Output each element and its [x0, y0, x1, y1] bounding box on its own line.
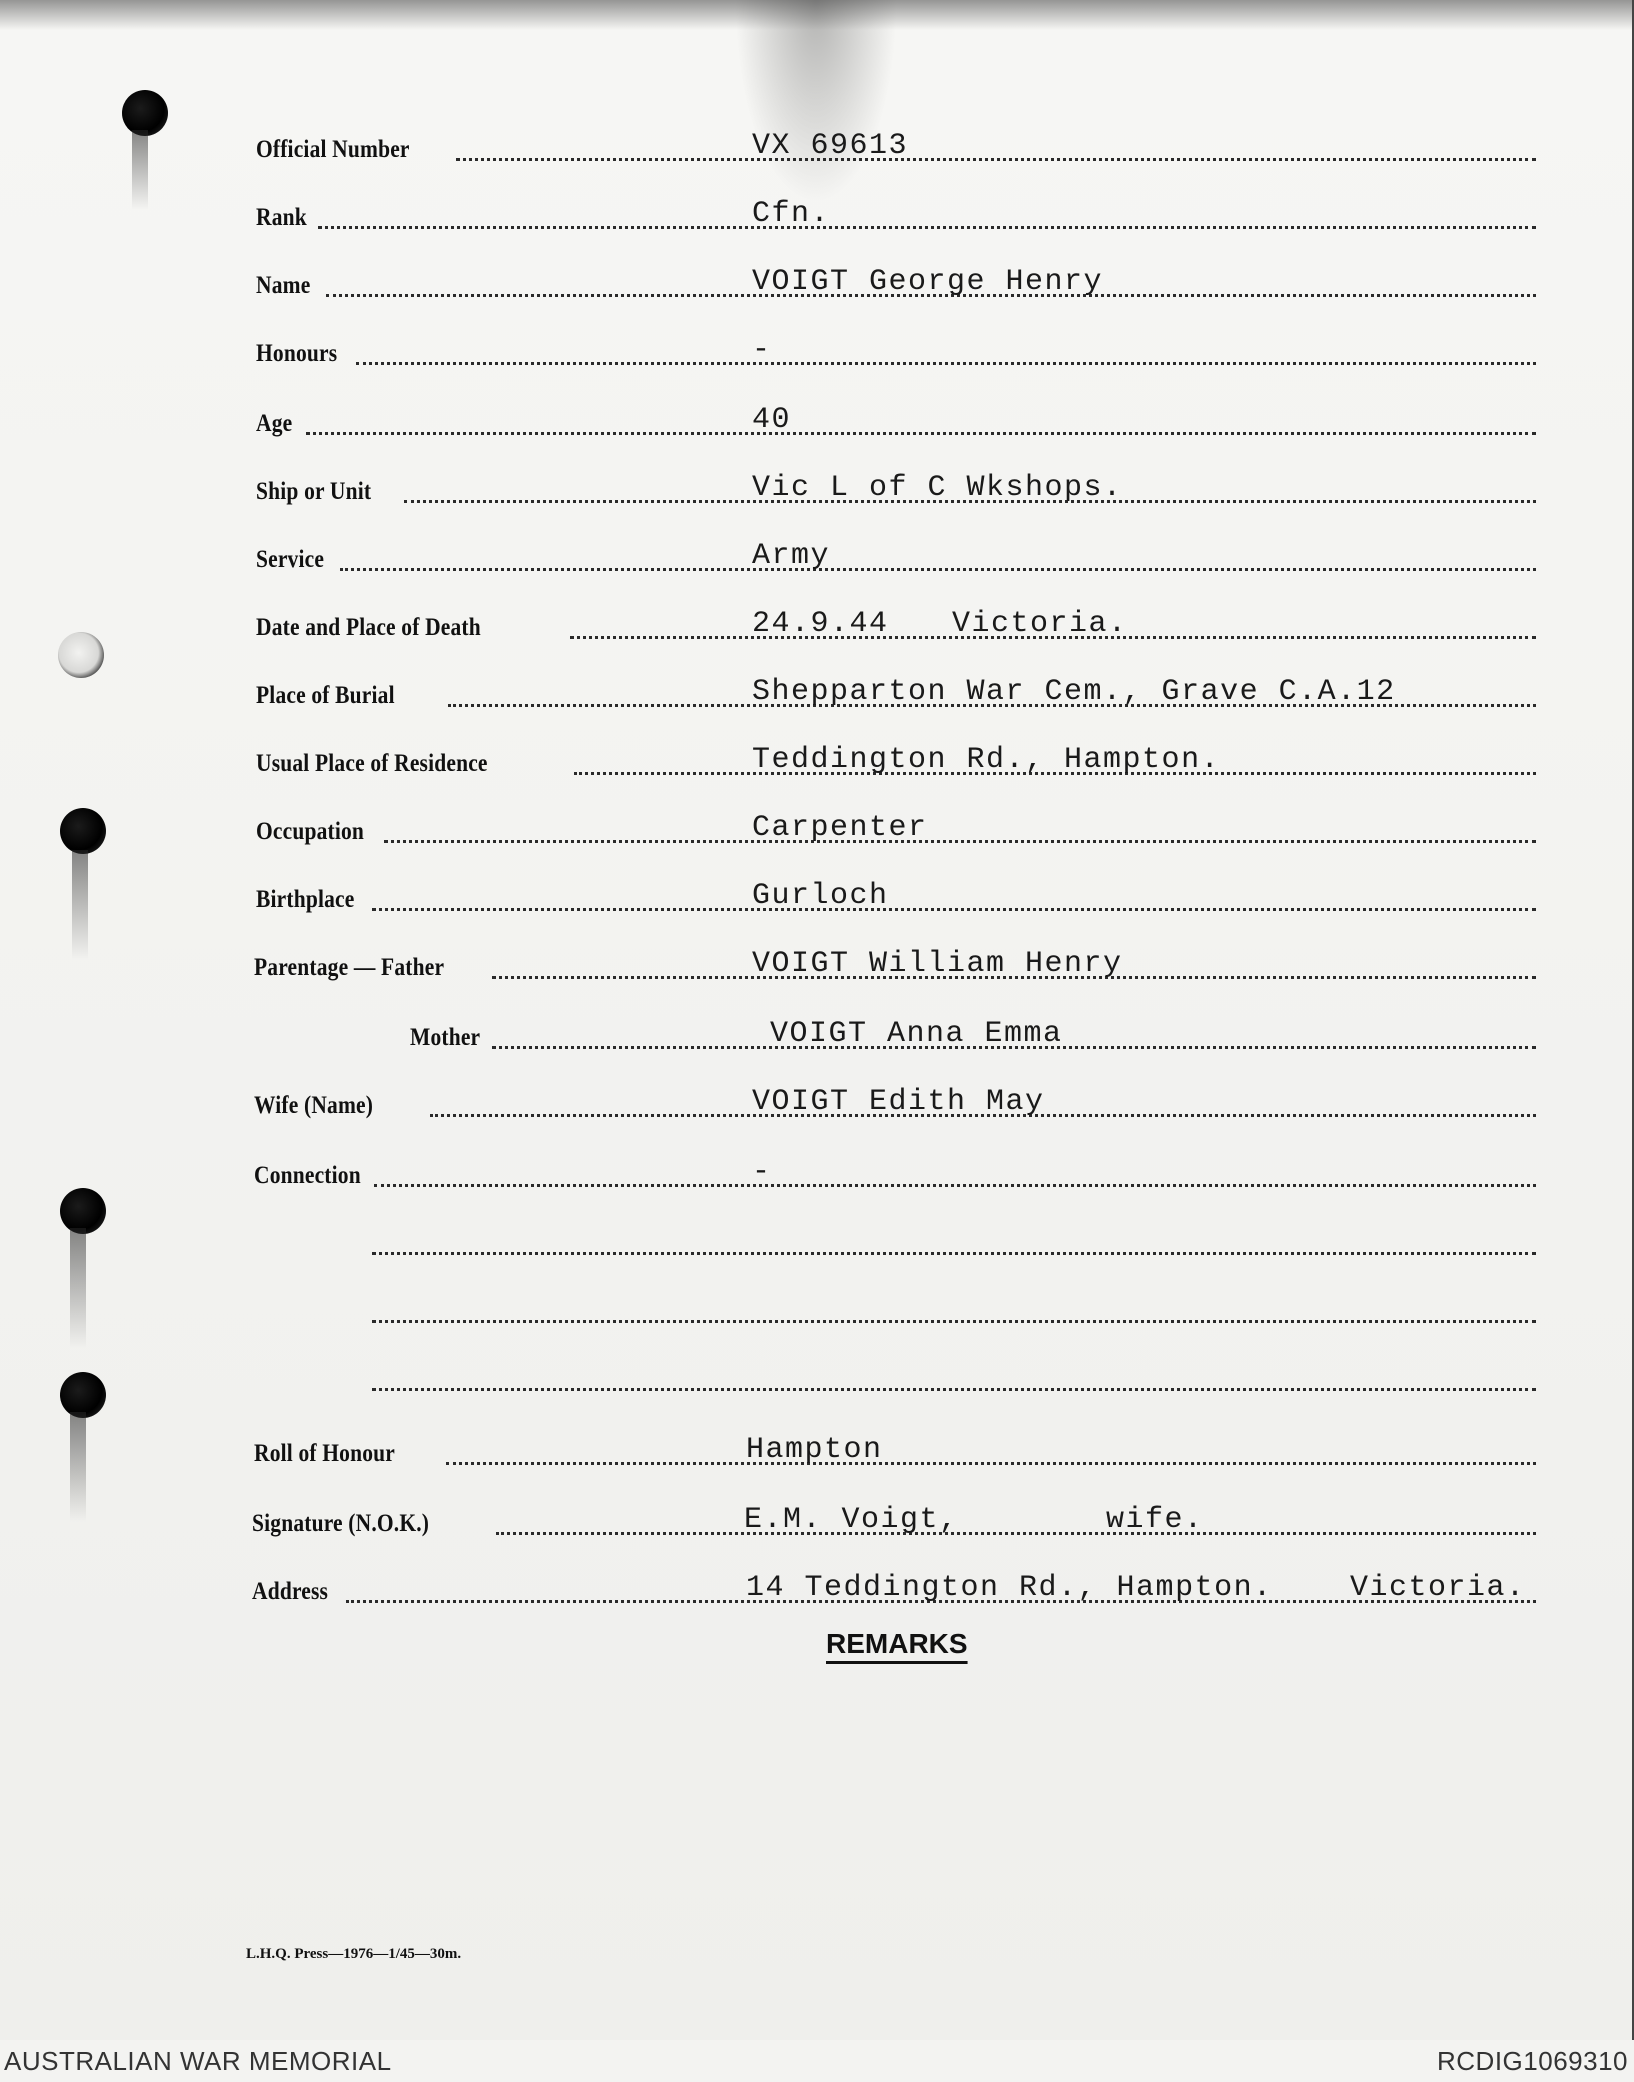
dotted-line [372, 1252, 1536, 1255]
value-signature: E.M. Voigt, [744, 1503, 959, 1537]
row-blank-1 [0, 1214, 1634, 1264]
value-usual-residence: Teddington Rd., Hampton. [752, 743, 1221, 777]
label-address: Address [252, 1578, 329, 1605]
footer-right: RCDIG1069310 [1437, 2046, 1628, 2076]
row-official-number [0, 120, 1634, 170]
footer-left: AUSTRALIAN WAR MEMORIAL [4, 2046, 392, 2076]
row-blank-3 [0, 1350, 1634, 1400]
value-rank: Cfn. [752, 197, 831, 231]
value-date-of-death: 24.9.44 [752, 607, 889, 641]
label-roll-of-honour: Roll of Honour [254, 1440, 395, 1467]
row-date-place-death [0, 598, 1634, 648]
label-date-place-death: Date and Place of Death [256, 614, 481, 641]
row-occupation [0, 802, 1634, 852]
value-service: Army [752, 539, 831, 573]
label-connection: Connection [254, 1162, 361, 1189]
label-wife: Wife (Name) [254, 1092, 374, 1119]
row-mother [0, 1008, 1634, 1058]
label-mother: Mother [410, 1024, 481, 1051]
row-birthplace [0, 870, 1634, 920]
label-official-number: Official Number [256, 136, 410, 163]
printer-imprint: L.H.Q. Press—1976—1/45—30m. [246, 1946, 462, 1962]
value-address: 14 Teddington Rd., Hampton. [746, 1571, 1273, 1605]
label-place-of-burial: Place of Burial [256, 682, 395, 709]
dotted-line [446, 1462, 1536, 1465]
dotted-line [356, 362, 1536, 365]
value-honours: - [752, 333, 772, 367]
row-address [0, 1562, 1634, 1612]
row-connection [0, 1146, 1634, 1196]
value-occupation: Carpenter [752, 811, 928, 845]
row-usual-residence [0, 734, 1634, 784]
label-signature: Signature (N.O.K.) [252, 1510, 430, 1537]
value-roll-of-honour: Hampton [746, 1433, 883, 1467]
row-signature [0, 1494, 1634, 1544]
dotted-line [496, 1532, 1536, 1535]
dotted-line [372, 1388, 1536, 1391]
row-roll-of-honour [0, 1424, 1634, 1474]
dotted-line [374, 1184, 1536, 1187]
row-ship-or-unit [0, 462, 1634, 512]
dotted-line [372, 1320, 1536, 1323]
row-place-of-burial [0, 666, 1634, 716]
value-age: 40 [752, 403, 792, 437]
label-father: Parentage — Father [254, 954, 445, 981]
value-signature-relation: wife. [1106, 1503, 1204, 1537]
label-name: Name [256, 272, 311, 299]
value-name: VOIGT George Henry [752, 265, 1104, 299]
dotted-line [456, 158, 1536, 161]
value-ship-or-unit: Vic L of C Wkshops. [752, 471, 1123, 505]
scan-shadow [0, 0, 1634, 30]
dotted-line [318, 226, 1536, 229]
value-birthplace: Gurloch [752, 879, 889, 913]
label-occupation: Occupation [256, 818, 365, 845]
row-honours [0, 324, 1634, 374]
label-rank: Rank [256, 204, 307, 231]
row-father [0, 938, 1634, 988]
dotted-line [384, 840, 1536, 843]
label-ship-or-unit: Ship or Unit [256, 478, 372, 505]
dotted-line [306, 432, 1536, 435]
label-honours: Honours [256, 340, 338, 367]
dotted-line [372, 908, 1536, 911]
value-official-number: VX 69613 [752, 129, 909, 163]
value-address-state: Victoria. [1350, 1571, 1526, 1605]
remarks-heading: REMARKS [826, 1628, 968, 1659]
row-service [0, 530, 1634, 580]
dotted-line [340, 568, 1536, 571]
label-usual-residence: Usual Place of Residence [256, 750, 488, 777]
row-rank [0, 188, 1634, 238]
value-mother: VOIGT Anna Emma [770, 1017, 1063, 1051]
value-father: VOIGT William Henry [752, 947, 1123, 981]
row-wife [0, 1076, 1634, 1126]
value-connection: - [752, 1155, 772, 1189]
value-place-of-death: Victoria. [952, 607, 1128, 641]
row-age [0, 394, 1634, 444]
value-place-of-burial: Shepparton War Cem., Grave C.A.12 [752, 675, 1396, 709]
label-age: Age [256, 410, 293, 437]
row-blank-2 [0, 1282, 1634, 1332]
label-service: Service [256, 546, 325, 573]
value-wife: VOIGT Edith May [752, 1085, 1045, 1119]
label-birthplace: Birthplace [256, 886, 355, 913]
row-name [0, 256, 1634, 306]
